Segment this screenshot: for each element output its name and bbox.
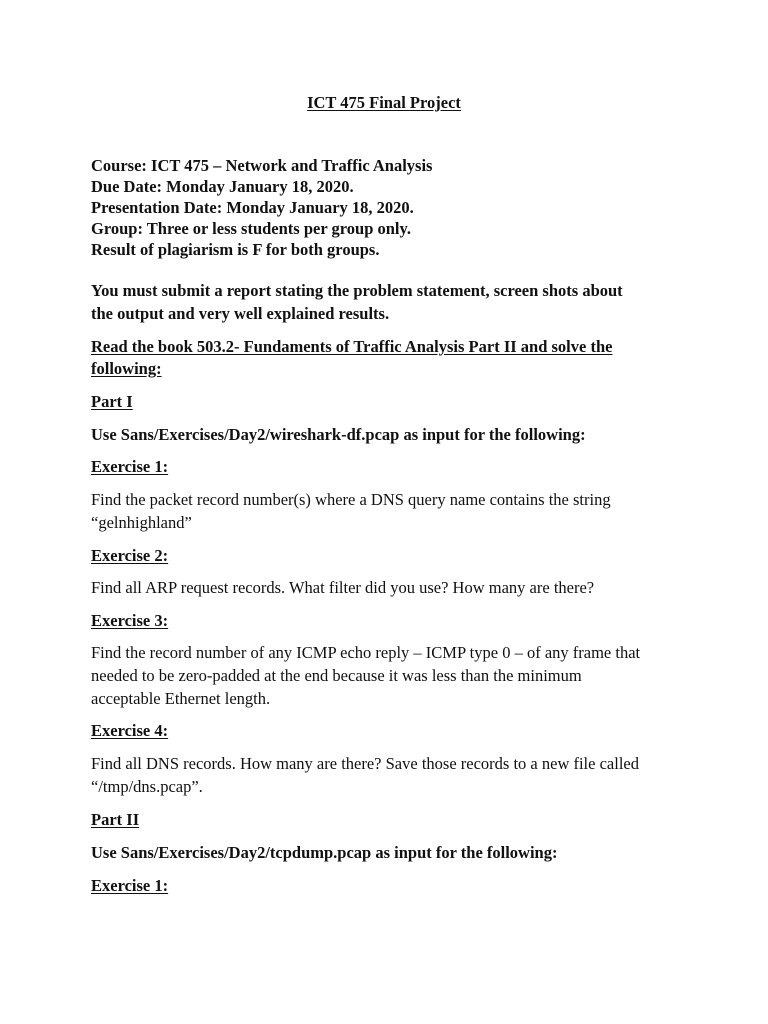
part-2-heading: Part II bbox=[91, 810, 140, 829]
part-1-exercise-4-text-line-2: “/tmp/dns.pcap”. bbox=[91, 777, 203, 796]
part-1-exercise-1-heading: Exercise 1: bbox=[91, 457, 169, 476]
due-date-line: Due Date: Monday January 18, 2020. bbox=[91, 177, 354, 196]
read-book-line-2: following: bbox=[91, 359, 162, 378]
part-1-exercise-3-text-line-2: needed to be zero-padded at the end because it was less than the minimum bbox=[91, 666, 582, 685]
submit-instruction-line-2: the output and very well explained results. bbox=[91, 304, 390, 323]
read-book-line-1: Read the book 503.2- Fundaments of Traffic Analysis Part II and solve the bbox=[91, 337, 613, 356]
presentation-date-line: Presentation Date: Monday January 18, 2020. bbox=[91, 198, 414, 217]
part-1-exercise-4-heading: Exercise 4: bbox=[91, 721, 169, 740]
part-1-exercise-2-heading: Exercise 2: bbox=[91, 546, 169, 565]
course-line: Course: ICT 475 – Network and Traffic Analysis bbox=[91, 156, 433, 175]
part-1-exercise-3-heading: Exercise 3: bbox=[91, 611, 169, 630]
plagiarism-line: Result of plagiarism is F for both groups. bbox=[91, 240, 380, 259]
part-1-exercise-1-text-line-1: Find the packet record number(s) where a DNS query name contains the string bbox=[91, 490, 611, 509]
part-1-exercise-3-text-line-3: acceptable Ethernet length. bbox=[91, 689, 271, 708]
part-1-exercise-2-text-line-1: Find all ARP request records. What filter did you use? How many are there? bbox=[91, 578, 595, 597]
part-1-exercise-4-text-line-1: Find all DNS records. How many are there? Save those records to a new file called bbox=[91, 754, 639, 773]
part-1-input-line: Use Sans/Exercises/Day2/wireshark-df.pcap as input for the following: bbox=[91, 425, 586, 444]
part-1-exercise-3-text-line-1: Find the record number of any ICMP echo reply – ICMP type 0 – of any frame that bbox=[91, 643, 641, 662]
part-2-exercise-1-heading: Exercise 1: bbox=[91, 876, 169, 895]
submit-instruction-line-1: You must submit a report stating the problem statement, screen shots about bbox=[91, 281, 623, 300]
document-title: ICT 475 Final Project bbox=[307, 93, 461, 112]
part-2-input-line: Use Sans/Exercises/Day2/tcpdump.pcap as input for the following: bbox=[91, 843, 558, 862]
part-1-heading: Part I bbox=[91, 392, 133, 411]
group-line: Group: Three or less students per group only. bbox=[91, 219, 411, 238]
part-1-exercise-1-text-line-2: “gelnhighland” bbox=[91, 513, 192, 532]
